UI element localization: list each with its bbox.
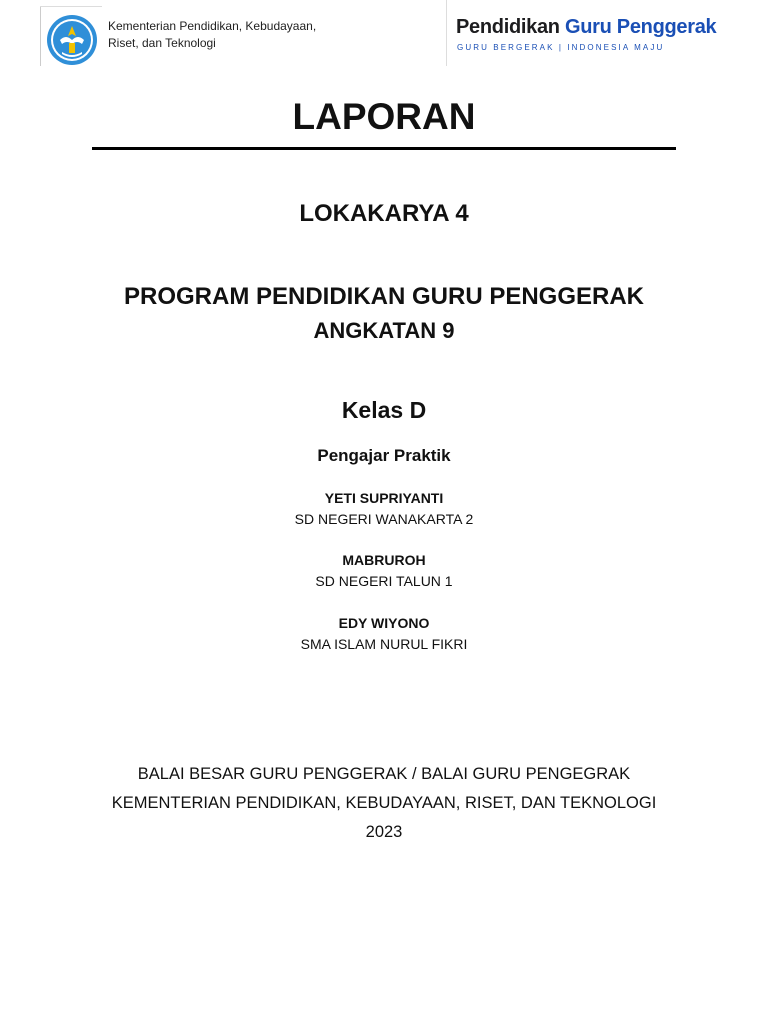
program-logo-blue: Guru Penggerak: [564, 16, 717, 38]
teacher-name: MABRUROH: [342, 552, 426, 568]
header-divider-right: [446, 0, 447, 66]
program-tagline: GURU BERGERAK | INDONESIA MAJU: [457, 43, 665, 52]
program-logo: [446, 0, 768, 66]
class-label: Kelas D: [341, 397, 427, 423]
teacher-name: YETI SUPRIYANTI: [324, 490, 444, 506]
ministry-name-line2: Riset, dan Teknologi: [108, 36, 216, 50]
header-divider-top: [40, 6, 102, 7]
footer-line2: KEMENTERIAN PENDIDIKAN, KEBUDAYAAN, RISET, DAN TEKNOLOGI: [111, 794, 657, 812]
ministry-header: [40, 6, 340, 66]
teacher-school: SD NEGERI WANAKARTA 2: [294, 511, 474, 527]
document-title: LAPORAN: [292, 96, 476, 137]
footer-year: 2023: [365, 823, 403, 841]
footer-line1: BALAI BESAR GURU PENGGERAK / BALAI GURU PENGEGRAK: [137, 765, 631, 783]
program-name: PROGRAM PENDIDIKAN GURU PENGGERAK: [123, 283, 645, 310]
program-logo-text: [456, 16, 716, 39]
header-divider-left: [40, 6, 41, 66]
role-heading: Pengajar Praktik: [317, 446, 451, 465]
teacher-school: SD NEGERI TALUN 1: [315, 573, 453, 589]
title-underline: [92, 147, 676, 150]
teacher-school: SMA ISLAM NURUL FIKRI: [300, 636, 468, 652]
document-subtitle: LOKAKARYA 4: [299, 200, 469, 227]
program-batch: ANGKATAN 9: [313, 318, 455, 343]
teacher-name: EDY WIYONO: [338, 615, 430, 631]
ministry-name: [108, 18, 348, 52]
tut-wuri-handayani-logo-icon: [46, 14, 98, 66]
ministry-name-line1: Kementerian Pendidikan, Kebudayaan,: [108, 19, 317, 33]
footer-institution: [0, 760, 768, 847]
program-logo-dark: Pendidikan: [456, 16, 565, 38]
